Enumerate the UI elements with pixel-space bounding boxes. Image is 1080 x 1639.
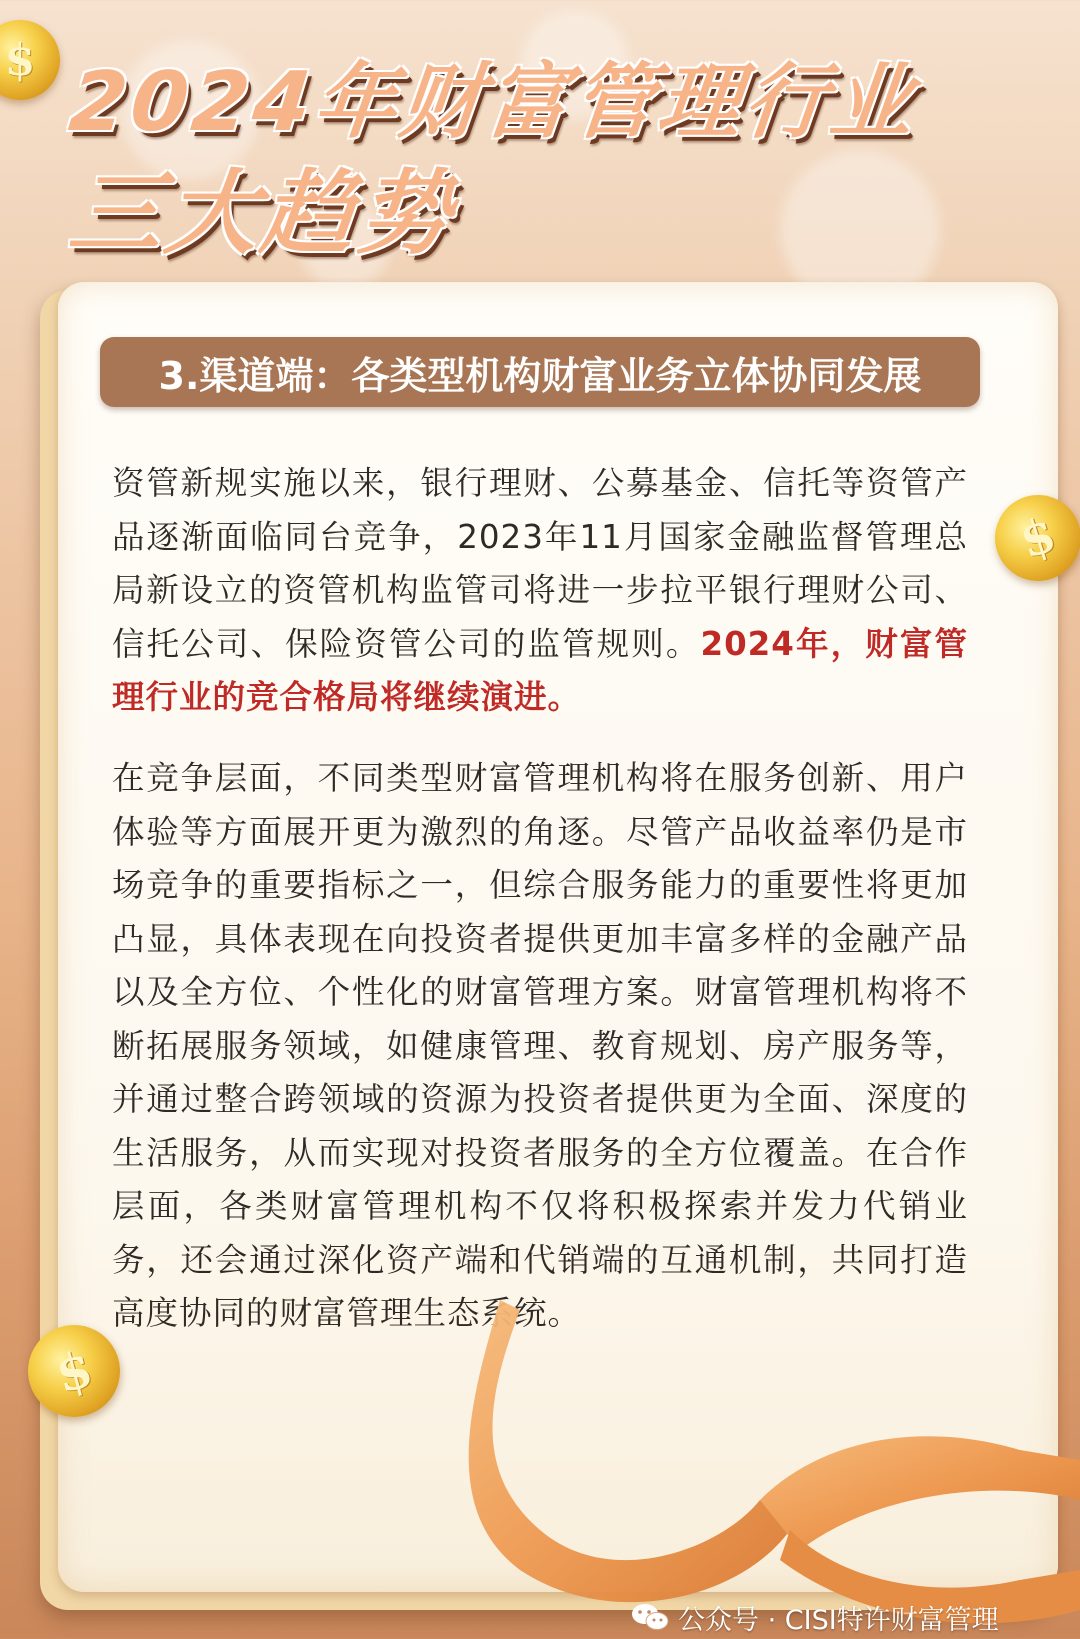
coin-decoration-top-left: $	[0, 20, 60, 100]
watermark-text: 公众号 · CISI特许财富管理	[678, 1604, 999, 1636]
wechat-icon	[630, 1602, 670, 1632]
body-paragraph-2: 在竞争层面，不同类型财富管理机构将在服务创新、用户体验等方面展开更为激烈的角逐。尽管产品收益率仍是市场竞争的重要指标之一，但综合服务能力的重要性将更加凸显，具体表现在向投资者提供更加丰富多样的金融产品以及全方位、个性化的财富管理方案。财富管理机构将不断拓展服务领域，如健康管理、教育规划、房产服务等，并通过整合跨领域的资源为投资者提供更为全面、深度的生活服务，从而实现对投资者服务的全方位覆盖。在合作层面，各类财富管理机构不仅将积极探索并发力代销业务，还会通过深化资产端和代销端的互通机制，共同打造高度协同的财富管理生态系统。	[112, 759, 968, 1332]
section-heading: 3.渠道端：各类型机构财富业务立体协同发展	[158, 353, 922, 398]
page-title-line1: 2024年财富管理行业	[65, 55, 922, 150]
paragraph-1-highlight: 2024年，财富管理行业的竞合格局将继续演进。	[112, 624, 968, 716]
paragraph-1-text: 资管新规实施以来，银行理财、公募基金、信托等资管产品逐渐面临同台竞争，2023年11月国家金融监督管理总局新设立的资管机构监管司将进一步拉平银行理财公司、信托公司、保险资管公司的监管规则。	[112, 464, 968, 663]
ribbon-decoration	[460, 1300, 1080, 1639]
coin-decoration-left: $	[18, 1315, 131, 1428]
section-heading-banner	[100, 337, 980, 407]
watermark	[630, 1600, 999, 1634]
page-title-line2: 三大趋势	[64, 160, 460, 267]
body-paragraph-1	[112, 457, 968, 725]
coin-decoration-right: $	[984, 484, 1080, 592]
